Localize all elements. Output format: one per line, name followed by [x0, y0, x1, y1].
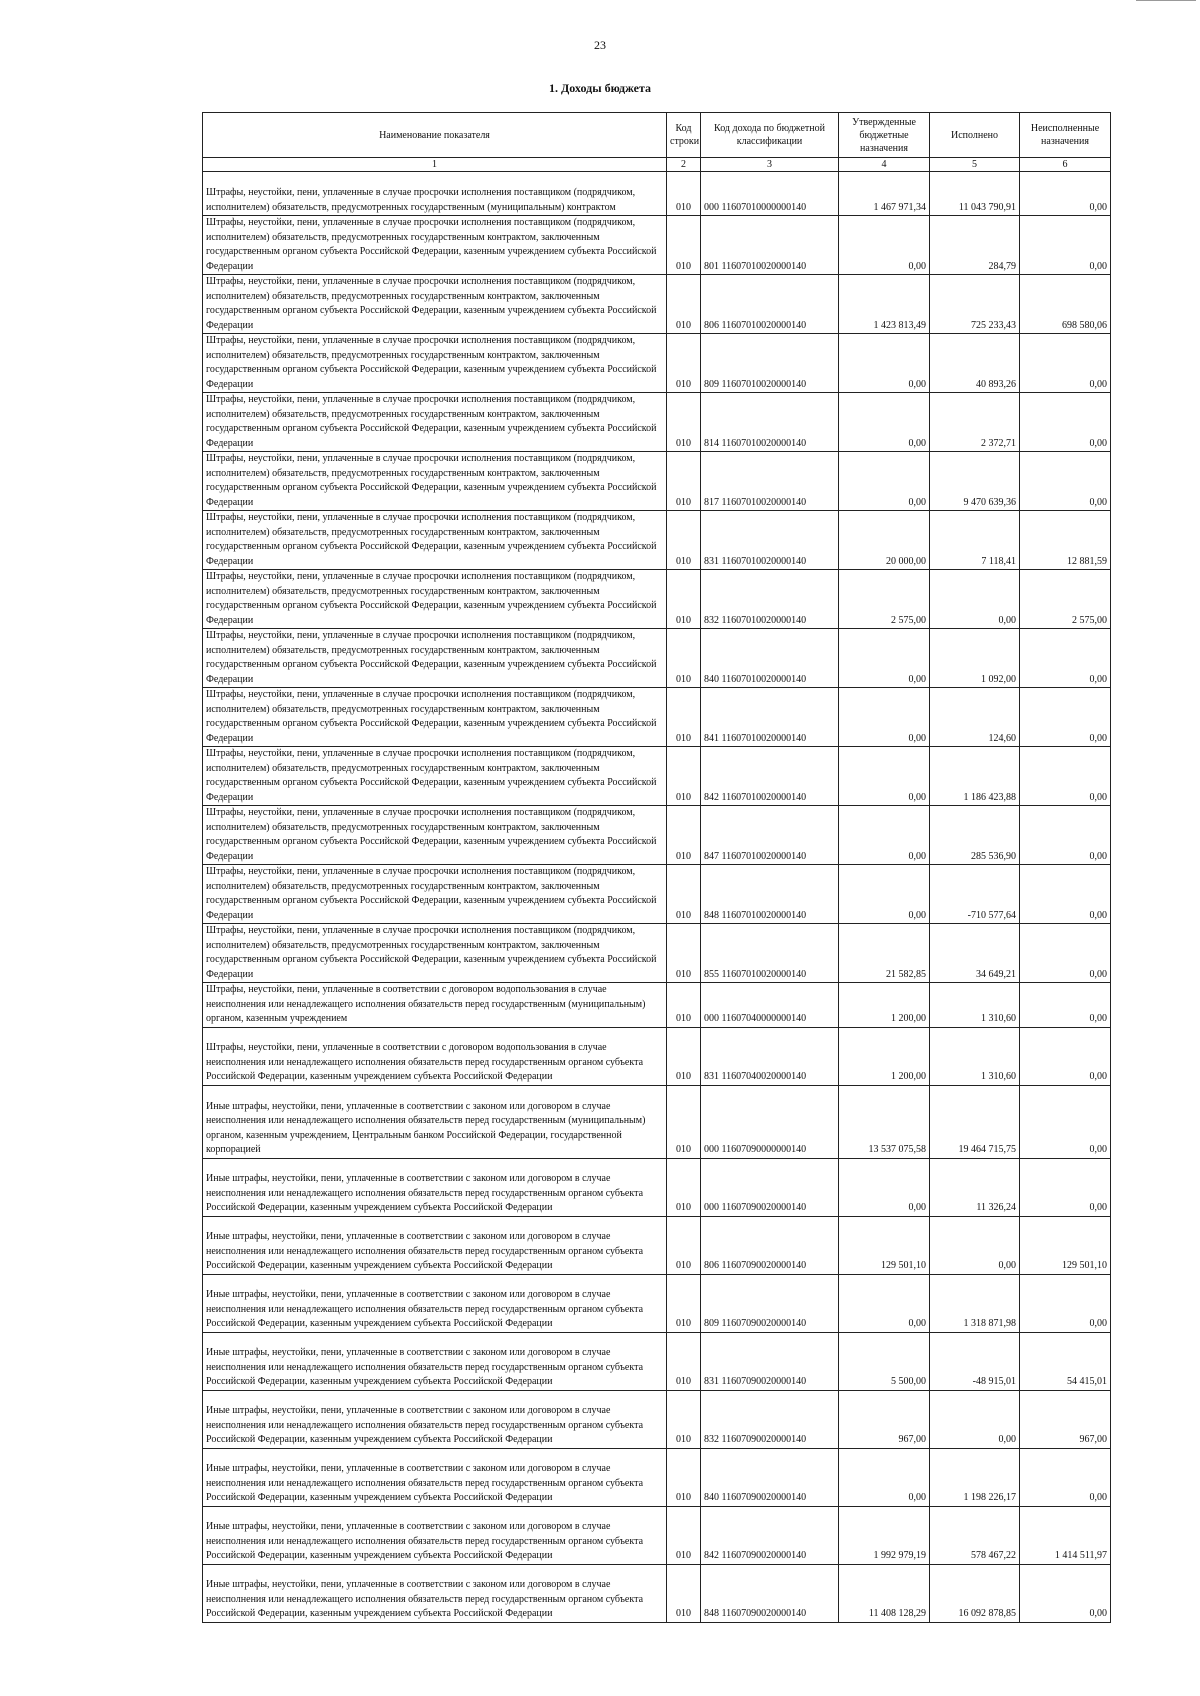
approved-amount: 1 992 979,19	[839, 1506, 930, 1564]
unexecuted-amount: 0,00	[1020, 688, 1111, 747]
approved-amount: 5 500,00	[839, 1332, 930, 1390]
indicator-name: Штрафы, неустойки, пени, уплаченные в случае просрочки исполнения поставщиком (подрядчиком, исполнителем) обязательств, предусмотренных государственным контрактом, заключенным государственным органом субъекта Российской Федерации, казенным учреждением субъекта Российской Федерации	[203, 806, 667, 865]
approved-amount: 0,00	[839, 1274, 930, 1332]
approved-amount: 129 501,10	[839, 1216, 930, 1274]
table-row	[203, 1027, 1111, 1085]
approved-amount: 967,00	[839, 1390, 930, 1448]
table-row	[203, 1390, 1111, 1448]
indicator-name: Иные штрафы, неустойки, пени, уплаченные в соответствии с законом или договором в случае неисполнения или ненадлежащего исполнения обязательств перед государственным органом субъекта Российской Федерации, казенным учреждением субъекта Российской Федерации	[203, 1564, 667, 1622]
approved-amount: 13 537 075,58	[839, 1085, 930, 1158]
line-code: 010	[667, 172, 701, 216]
unexecuted-amount: 0,00	[1020, 1274, 1111, 1332]
table-row	[203, 1216, 1111, 1274]
line-code: 010	[667, 629, 701, 688]
unexecuted-amount: 0,00	[1020, 452, 1111, 511]
line-code: 010	[667, 865, 701, 924]
executed-amount: -710 577,64	[930, 865, 1020, 924]
line-code: 010	[667, 334, 701, 393]
unexecuted-amount: 1 414 511,97	[1020, 1506, 1111, 1564]
revenue-code: 840 11607010020000140	[701, 629, 839, 688]
table-row	[203, 688, 1111, 747]
indicator-name: Штрафы, неустойки, пени, уплаченные в случае просрочки исполнения поставщиком (подрядчиком, исполнителем) обязательств, предусмотренных государственным контрактом, заключенным государственным органом субъекта Российской Федерации, казенным учреждением субъекта Российской Федерации	[203, 393, 667, 452]
unexecuted-amount: 0,00	[1020, 1564, 1111, 1622]
table-row	[203, 570, 1111, 629]
executed-amount: 11 043 790,91	[930, 172, 1020, 216]
table-row	[203, 1158, 1111, 1216]
header-indicator-name: Наименование показателя	[203, 113, 667, 158]
indicator-name: Иные штрафы, неустойки, пени, уплаченные в соответствии с законом или договором в случае неисполнения или ненадлежащего исполнения обязательств перед государственным органом субъекта Российской Федерации, казенным учреждением субъекта Российской Федерации	[203, 1216, 667, 1274]
unexecuted-amount: 0,00	[1020, 1448, 1111, 1506]
executed-amount: 7 118,41	[930, 511, 1020, 570]
executed-amount: 0,00	[930, 1216, 1020, 1274]
revenue-code: 831 11607010020000140	[701, 511, 839, 570]
revenue-code: 000 11607040000000140	[701, 983, 839, 1028]
revenue-code: 801 11607010020000140	[701, 216, 839, 275]
table-row	[203, 393, 1111, 452]
approved-amount: 1 423 813,49	[839, 275, 930, 334]
executed-amount: 284,79	[930, 216, 1020, 275]
indicator-name: Иные штрафы, неустойки, пени, уплаченные в соответствии с законом или договором в случае неисполнения или ненадлежащего исполнения обязательств перед государственным органом субъекта Российской Федерации, казенным учреждением субъекта Российской Федерации	[203, 1390, 667, 1448]
revenue-code: 000 11607010000000140	[701, 172, 839, 216]
indicator-name: Штрафы, неустойки, пени, уплаченные в случае просрочки исполнения поставщиком (подрядчиком, исполнителем) обязательств, предусмотренных государственным контрактом, заключенным государственным органом субъекта Российской Федерации, казенным учреждением субъекта Российской Федерации	[203, 452, 667, 511]
executed-amount: 725 233,43	[930, 275, 1020, 334]
line-code: 010	[667, 1027, 701, 1085]
page-number: 23	[594, 38, 606, 52]
revenue-code: 806 11607090020000140	[701, 1216, 839, 1274]
unexecuted-amount: 0,00	[1020, 629, 1111, 688]
line-code: 010	[667, 1506, 701, 1564]
table-row	[203, 924, 1111, 983]
approved-amount: 0,00	[839, 747, 930, 806]
column-number: 5	[930, 158, 1020, 172]
approved-amount: 2 575,00	[839, 570, 930, 629]
line-code: 010	[667, 1085, 701, 1158]
table-row	[203, 806, 1111, 865]
unexecuted-amount: 0,00	[1020, 172, 1111, 216]
approved-amount: 20 000,00	[839, 511, 930, 570]
revenue-code: 832 11607010020000140	[701, 570, 839, 629]
approved-amount: 0,00	[839, 1158, 930, 1216]
executed-amount: 1 310,60	[930, 1027, 1020, 1085]
approved-amount: 0,00	[839, 629, 930, 688]
indicator-name: Штрафы, неустойки, пени, уплаченные в случае просрочки исполнения поставщиком (подрядчиком, исполнителем) обязательств, предусмотренных государственным контрактом, заключенным государственным органом субъекта Российской Федерации, казенным учреждением субъекта Российской Федерации	[203, 924, 667, 983]
approved-amount: 21 582,85	[839, 924, 930, 983]
approved-amount: 1 200,00	[839, 983, 930, 1028]
line-code: 010	[667, 688, 701, 747]
revenue-code: 814 11607010020000140	[701, 393, 839, 452]
table-column-numbers-row	[203, 158, 1111, 172]
header-approved: Утвержденные бюджетные назначения	[839, 113, 930, 158]
table-row	[203, 275, 1111, 334]
line-code: 010	[667, 924, 701, 983]
header-revenue-code: Код дохода по бюджетной классификации	[701, 113, 839, 158]
indicator-name: Иные штрафы, неустойки, пени, уплаченные в соответствии с законом или договором в случае неисполнения или ненадлежащего исполнения обязательств перед государственным органом субъекта Российской Федерации, казенным учреждением субъекта Российской Федерации	[203, 1332, 667, 1390]
unexecuted-amount: 0,00	[1020, 983, 1111, 1028]
table-row	[203, 334, 1111, 393]
executed-amount: 34 649,21	[930, 924, 1020, 983]
indicator-name: Штрафы, неустойки, пени, уплаченные в случае просрочки исполнения поставщиком (подрядчиком, исполнителем) обязательств, предусмотренных государственным (муниципальным) контрактом	[203, 172, 667, 216]
revenue-code: 842 11607090020000140	[701, 1506, 839, 1564]
executed-amount: 1 198 226,17	[930, 1448, 1020, 1506]
unexecuted-amount: 0,00	[1020, 216, 1111, 275]
executed-amount: 0,00	[930, 1390, 1020, 1448]
table-row	[203, 1274, 1111, 1332]
column-number: 4	[839, 158, 930, 172]
indicator-name: Штрафы, неустойки, пени, уплаченные в случае просрочки исполнения поставщиком (подрядчиком, исполнителем) обязательств, предусмотренных государственным контрактом, заключенным государственным органом субъекта Российской Федерации, казенным учреждением субъекта Российской Федерации	[203, 865, 667, 924]
executed-amount: 40 893,26	[930, 334, 1020, 393]
executed-amount: 2 372,71	[930, 393, 1020, 452]
revenue-code: 831 11607090020000140	[701, 1332, 839, 1390]
line-code: 010	[667, 1564, 701, 1622]
executed-amount: -48 915,01	[930, 1332, 1020, 1390]
indicator-name: Штрафы, неустойки, пени, уплаченные в случае просрочки исполнения поставщиком (подрядчиком, исполнителем) обязательств, предусмотренных государственным контрактом, заключенным государственным органом субъекта Российской Федерации, казенным учреждением субъекта Российской Федерации	[203, 570, 667, 629]
column-number: 3	[701, 158, 839, 172]
section-title: 1. Доходы бюджета	[548, 81, 652, 95]
table-body	[203, 172, 1111, 1623]
executed-amount: 1 318 871,98	[930, 1274, 1020, 1332]
line-code: 010	[667, 1216, 701, 1274]
unexecuted-amount: 0,00	[1020, 334, 1111, 393]
unexecuted-amount: 129 501,10	[1020, 1216, 1111, 1274]
unexecuted-amount: 54 415,01	[1020, 1332, 1111, 1390]
executed-amount: 11 326,24	[930, 1158, 1020, 1216]
unexecuted-amount: 0,00	[1020, 924, 1111, 983]
revenue-code: 832 11607090020000140	[701, 1390, 839, 1448]
executed-amount: 285 536,90	[930, 806, 1020, 865]
revenue-code: 841 11607010020000140	[701, 688, 839, 747]
unexecuted-amount: 2 575,00	[1020, 570, 1111, 629]
line-code: 010	[667, 570, 701, 629]
unexecuted-amount: 0,00	[1020, 1085, 1111, 1158]
table-row	[203, 865, 1111, 924]
revenue-code: 842 11607010020000140	[701, 747, 839, 806]
revenue-code: 848 11607090020000140	[701, 1564, 839, 1622]
budget-revenue-table	[202, 112, 1111, 1623]
line-code: 010	[667, 1390, 701, 1448]
line-code: 010	[667, 216, 701, 275]
approved-amount: 0,00	[839, 334, 930, 393]
indicator-name: Штрафы, неустойки, пени, уплаченные в случае просрочки исполнения поставщиком (подрядчиком, исполнителем) обязательств, предусмотренных государственным контрактом, заключенным государственным органом субъекта Российской Федерации, казенным учреждением субъекта Российской Федерации	[203, 216, 667, 275]
indicator-name: Иные штрафы, неустойки, пени, уплаченные в соответствии с законом или договором в случае неисполнения или ненадлежащего исполнения обязательств перед государственным органом субъекта Российской Федерации, казенным учреждением субъекта Российской Федерации	[203, 1448, 667, 1506]
revenue-code: 855 11607010020000140	[701, 924, 839, 983]
unexecuted-amount: 0,00	[1020, 747, 1111, 806]
executed-amount: 16 092 878,85	[930, 1564, 1020, 1622]
approved-amount: 0,00	[839, 452, 930, 511]
column-number: 1	[203, 158, 667, 172]
executed-amount: 1 092,00	[930, 629, 1020, 688]
table-row	[203, 1564, 1111, 1622]
revenue-code: 831 11607040020000140	[701, 1027, 839, 1085]
executed-amount: 9 470 639,36	[930, 452, 1020, 511]
indicator-name: Иные штрафы, неустойки, пени, уплаченные в соответствии с законом или договором в случае неисполнения или ненадлежащего исполнения обязательств перед государственным (муниципальным) органом, казенным учреждением, Центральным банком Российской Федерации, государственной корпорацией	[203, 1085, 667, 1158]
header-executed: Исполнено	[930, 113, 1020, 158]
header-unexecuted: Неисполненные назначения	[1020, 113, 1111, 158]
executed-amount: 19 464 715,75	[930, 1085, 1020, 1158]
unexecuted-amount: 698 580,06	[1020, 275, 1111, 334]
indicator-name: Иные штрафы, неустойки, пени, уплаченные в соответствии с законом или договором в случае неисполнения или ненадлежащего исполнения обязательств перед государственным органом субъекта Российской Федерации, казенным учреждением субъекта Российской Федерации	[203, 1274, 667, 1332]
indicator-name: Иные штрафы, неустойки, пени, уплаченные в соответствии с законом или договором в случае неисполнения или ненадлежащего исполнения обязательств перед государственным органом субъекта Российской Федерации, казенным учреждением субъекта Российской Федерации	[203, 1158, 667, 1216]
revenue-code: 806 11607010020000140	[701, 275, 839, 334]
line-code: 010	[667, 1274, 701, 1332]
indicator-name: Штрафы, неустойки, пени, уплаченные в случае просрочки исполнения поставщиком (подрядчиком, исполнителем) обязательств, предусмотренных государственным контрактом, заключенным государственным органом субъекта Российской Федерации, казенным учреждением субъекта Российской Федерации	[203, 629, 667, 688]
revenue-code: 000 11607090000000140	[701, 1085, 839, 1158]
approved-amount: 0,00	[839, 393, 930, 452]
approved-amount: 0,00	[839, 216, 930, 275]
line-code: 010	[667, 393, 701, 452]
indicator-name: Штрафы, неустойки, пени, уплаченные в случае просрочки исполнения поставщиком (подрядчиком, исполнителем) обязательств, предусмотренных государственным контрактом, заключенным государственным органом субъекта Российской Федерации, казенным учреждением субъекта Российской Федерации	[203, 747, 667, 806]
header-line-code: Код строки	[667, 113, 701, 158]
approved-amount: 0,00	[839, 806, 930, 865]
column-number: 2	[667, 158, 701, 172]
table-row	[203, 983, 1111, 1028]
unexecuted-amount: 12 881,59	[1020, 511, 1111, 570]
indicator-name: Иные штрафы, неустойки, пени, уплаченные в соответствии с законом или договором в случае неисполнения или ненадлежащего исполнения обязательств перед государственным органом субъекта Российской Федерации, казенным учреждением субъекта Российской Федерации	[203, 1506, 667, 1564]
line-code: 010	[667, 1448, 701, 1506]
unexecuted-amount: 0,00	[1020, 1027, 1111, 1085]
indicator-name: Штрафы, неустойки, пени, уплаченные в соответствии с договором водопользования в случае неисполнения или ненадлежащего исполнения обязательств перед государственным органом субъекта Российской Федерации, казенным учреждением субъекта Российской Федерации	[203, 1027, 667, 1085]
revenue-code: 000 11607090020000140	[701, 1158, 839, 1216]
table-row	[203, 1506, 1111, 1564]
table-row	[203, 216, 1111, 275]
unexecuted-amount: 0,00	[1020, 865, 1111, 924]
approved-amount: 11 408 128,29	[839, 1564, 930, 1622]
line-code: 010	[667, 511, 701, 570]
indicator-name: Штрафы, неустойки, пени, уплаченные в случае просрочки исполнения поставщиком (подрядчиком, исполнителем) обязательств, предусмотренных государственным контрактом, заключенным государственным органом субъекта Российской Федерации, казенным учреждением субъекта Российской Федерации	[203, 688, 667, 747]
approved-amount: 0,00	[839, 865, 930, 924]
line-code: 010	[667, 275, 701, 334]
indicator-name: Штрафы, неустойки, пени, уплаченные в случае просрочки исполнения поставщиком (подрядчиком, исполнителем) обязательств, предусмотренных государственным контрактом, заключенным государственным органом субъекта Российской Федерации, казенным учреждением субъекта Российской Федерации	[203, 511, 667, 570]
table-row	[203, 1332, 1111, 1390]
line-code: 010	[667, 452, 701, 511]
line-code: 010	[667, 747, 701, 806]
indicator-name: Штрафы, неустойки, пени, уплаченные в соответствии с договором водопользования в случае неисполнения или ненадлежащего исполнения обязательств перед государственным (муниципальным) органом, казенным учреждением	[203, 983, 667, 1028]
line-code: 010	[667, 983, 701, 1028]
unexecuted-amount: 0,00	[1020, 1158, 1111, 1216]
table-row	[203, 747, 1111, 806]
scan-corner-mark	[1136, 0, 1196, 4]
table-row	[203, 172, 1111, 216]
revenue-code: 847 11607010020000140	[701, 806, 839, 865]
approved-amount: 0,00	[839, 1448, 930, 1506]
revenue-code: 809 11607010020000140	[701, 334, 839, 393]
executed-amount: 578 467,22	[930, 1506, 1020, 1564]
executed-amount: 1 310,60	[930, 983, 1020, 1028]
revenue-code: 817 11607010020000140	[701, 452, 839, 511]
indicator-name: Штрафы, неустойки, пени, уплаченные в случае просрочки исполнения поставщиком (подрядчиком, исполнителем) обязательств, предусмотренных государственным контрактом, заключенным государственным органом субъекта Российской Федерации, казенным учреждением субъекта Российской Федерации	[203, 334, 667, 393]
executed-amount: 1 186 423,88	[930, 747, 1020, 806]
line-code: 010	[667, 1158, 701, 1216]
approved-amount: 1 467 971,34	[839, 172, 930, 216]
unexecuted-amount: 0,00	[1020, 393, 1111, 452]
revenue-code: 848 11607010020000140	[701, 865, 839, 924]
table-row	[203, 452, 1111, 511]
line-code: 010	[667, 1332, 701, 1390]
revenue-code: 840 11607090020000140	[701, 1448, 839, 1506]
table-row	[203, 1448, 1111, 1506]
line-code: 010	[667, 806, 701, 865]
executed-amount: 124,60	[930, 688, 1020, 747]
table-row	[203, 629, 1111, 688]
unexecuted-amount: 0,00	[1020, 806, 1111, 865]
approved-amount: 1 200,00	[839, 1027, 930, 1085]
unexecuted-amount: 967,00	[1020, 1390, 1111, 1448]
approved-amount: 0,00	[839, 688, 930, 747]
revenue-code: 809 11607090020000140	[701, 1274, 839, 1332]
table-header-row	[203, 113, 1111, 158]
column-number: 6	[1020, 158, 1111, 172]
table-row	[203, 511, 1111, 570]
indicator-name: Штрафы, неустойки, пени, уплаченные в случае просрочки исполнения поставщиком (подрядчиком, исполнителем) обязательств, предусмотренных государственным контрактом, заключенным государственным органом субъекта Российской Федерации, казенным учреждением субъекта Российской Федерации	[203, 275, 667, 334]
table-row	[203, 1085, 1111, 1158]
executed-amount: 0,00	[930, 570, 1020, 629]
